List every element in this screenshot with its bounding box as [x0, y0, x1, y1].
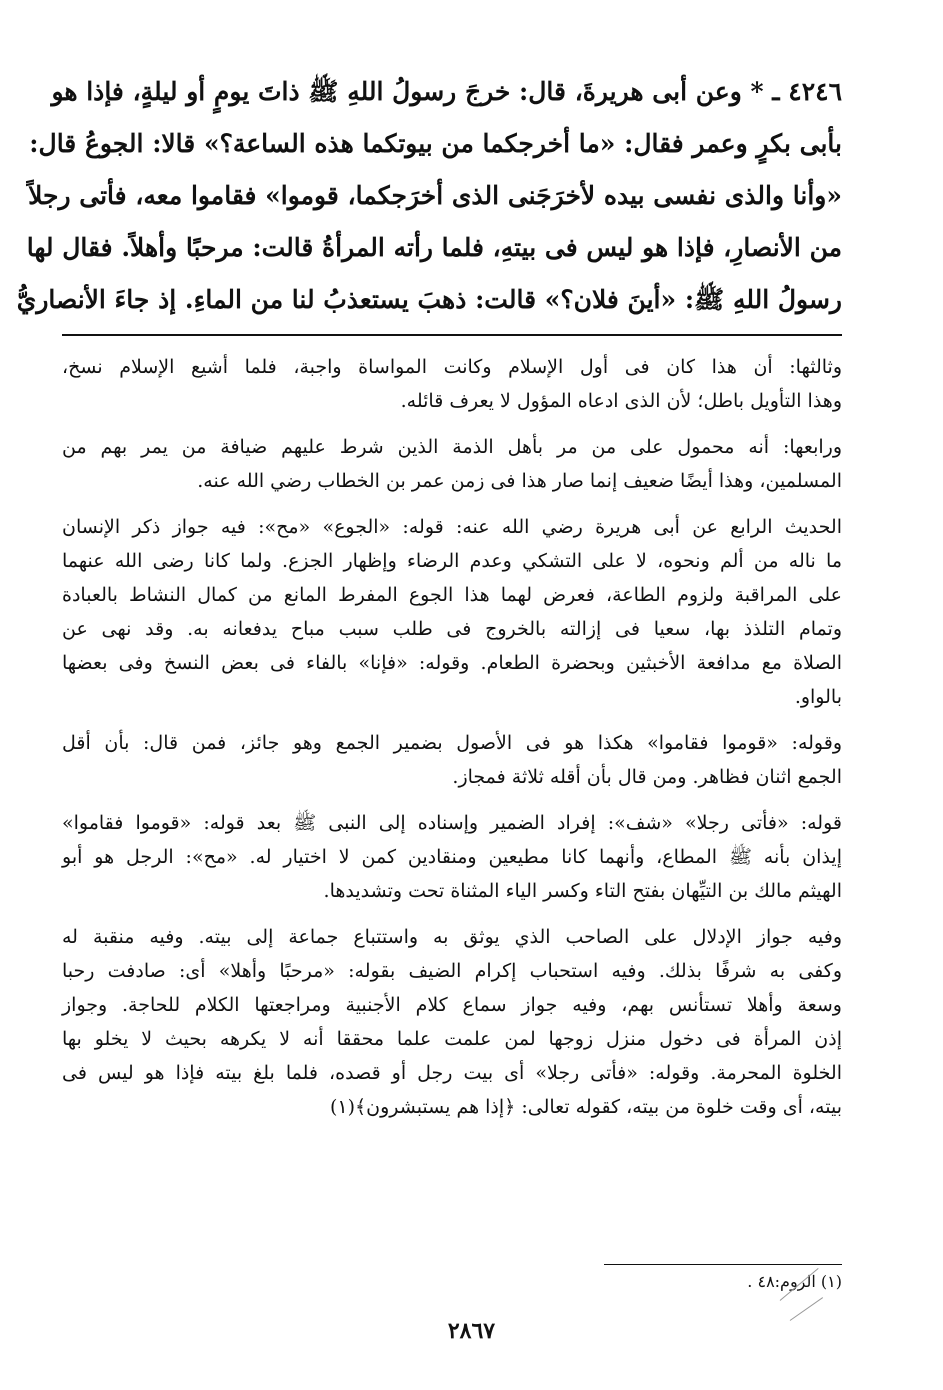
commentary-line: الهيثم مالك بن التيِّهان بفتح التاء وكسر الياء المثناة تحت وتشديدها. — [323, 880, 842, 902]
commentary-line: بالواو. — [794, 686, 842, 708]
hadith-text — [16, 66, 842, 326]
commentary-paragraph — [62, 430, 842, 498]
commentary-line: بيته، أى وقت خلوة من بيته، كقوله تعالى: ﴿إذا هم يستبشرون﴾(١) — [329, 1096, 842, 1118]
commentary-paragraph — [62, 510, 842, 714]
hadith-line: من الأنصارِ، فإذا هو ليس فى بيتهِ، فلما رأته المرأةُ قالت: مرحبًا وأهلاً. فقال لها — [26, 233, 842, 262]
commentary-line: إذن المرأة فى دخول منزل زوجها لمن علمت علما محققا أنه لا يكرهه بحيث لا يخلو بها — [62, 1028, 842, 1050]
commentary-line: وقوله: «قوموا فقاموا» هكذا هو فى الأصول بضمير الجمع وهو جائز، فمن قال: بأن أقل — [62, 732, 842, 754]
footnote-rule — [604, 1264, 842, 1265]
footnote: (١) الروم:٤٨ . — [747, 1272, 842, 1291]
commentary-paragraph — [62, 350, 842, 418]
commentary-line: إيذان بأنه ﷺ المطاع، وأنهما كانا مطيعين ومنقادين كمن لا اختيار له. «مح»: الرجل هو أبو — [62, 846, 842, 868]
commentary-paragraph — [62, 806, 842, 908]
page-number: ٢٨٦٧ — [447, 1318, 496, 1344]
hadith-line: رسولُ اللهِ ﷺ: «أينَ فلان؟» قالت: ذهبَ يستعذبُ لنا من الماءِ. إذ جاءَ الأنصاريُّ — [16, 285, 842, 314]
commentary-line: وفيه جواز الإدلال على الصاحب الذي يوثق به واستتباع جماعة إلى بيته. وفيه منقبة له — [62, 926, 842, 948]
commentary-line: قوله: «فأتى رجلا» «شف»: إفراد الضمير وإسناده إلى النبى ﷺ بعد قوله: «قوموا فقاموا» — [62, 812, 842, 834]
commentary-line: وهذا التأويل باطل؛ لأن الذى ادعاه المؤول لا يعرف قائله. — [400, 390, 842, 412]
commentary-line: وتمام التلذذ بها، سعيا فى إزالته بالخروج فى طلب سبب مباح يدفعانه به. وقد نهى عن — [62, 618, 842, 640]
commentary-line: الحديث الرابع عن أبى هريرة رضي الله عنه: قوله: «الجوع» «مح»: فيه جواز ذكر الإنسان — [62, 516, 842, 538]
commentary-line: وثالثها: أن هذا كان فى أول الإسلام وكانت المواساة واجبة، فلما أشيع الإسلام نسخ، — [62, 356, 842, 378]
commentary-line: المسلمين، وهذا أيضًا ضعيف إنما صار هذا فى زمن عمر بن الخطاب رضي الله عنه. — [197, 470, 842, 492]
commentary-paragraph — [62, 920, 842, 1124]
separator-rule — [62, 334, 842, 336]
hadith-line: «وأنا والذى نفسى بيده لأخرَجَنى الذى أخرَجكما، قوموا» فقاموا معه، فأتى رجلاً — [28, 181, 842, 210]
commentary-line: الجمع اثنان فظاهر. ومن قال بأن أقله ثلاثة فمجاز. — [452, 766, 842, 788]
commentary-line: ما ناله من ألم ونحوه، لا على التشكي وعدم الرضاء وإظهار الجزع. ولما كانا رضى الله عنهما — [62, 550, 842, 572]
commentary-line: ورابعها: أنه محمول على من مر بأهل الذمة الذين شرط عليهم ضيافة من يمر بهم من — [62, 436, 842, 458]
commentary-line: الصلاة مع مدافعة الأخبثين وبحضرة الطعام. وقوله: «فإنا» بالفاء فى بعض النسخ وفى بعضها — [62, 652, 842, 674]
commentary-line: الخلوة المحرمة. وقوله: «فأتى رجلا» أى بيت رجل أو قصده، فلما بلغ بيته فإذا هو ليس فى — [62, 1062, 842, 1084]
hadith-line: ٤٢٤٦ ـ * وعن أبى هريرةَ، قال: خرجَ رسولُ اللهِ ﷺ ذاتَ يومٍ أو ليلةٍ، فإذا هو — [51, 77, 842, 106]
commentary — [62, 350, 842, 1124]
commentary-line: وكفى به شرفًا بذلك. وفيه استحباب إكرام الضيف بقوله: «مرحبًا وأهلا» أى: صادفت رحبا — [62, 960, 842, 982]
page-content — [16, 66, 842, 1136]
commentary-paragraph — [62, 726, 842, 794]
commentary-line: وسعة وأهلا تستأنس بهم، وفيه جواز سماع كلام الأجنبية ومراجعتها الكلام للحاجة. وجواز — [62, 994, 842, 1016]
hadith-line: بأبى بكرٍ وعمر فقال: «ما أخرجكما من بيوتكما هذه الساعة؟» قالا: الجوعُ قال: — [29, 129, 842, 158]
commentary-line: على المراقبة ولزوم الطاعة، فعرض لهما هذا الجوع المفرط المانع من كمال النشاط بالعبادة — [62, 584, 842, 606]
